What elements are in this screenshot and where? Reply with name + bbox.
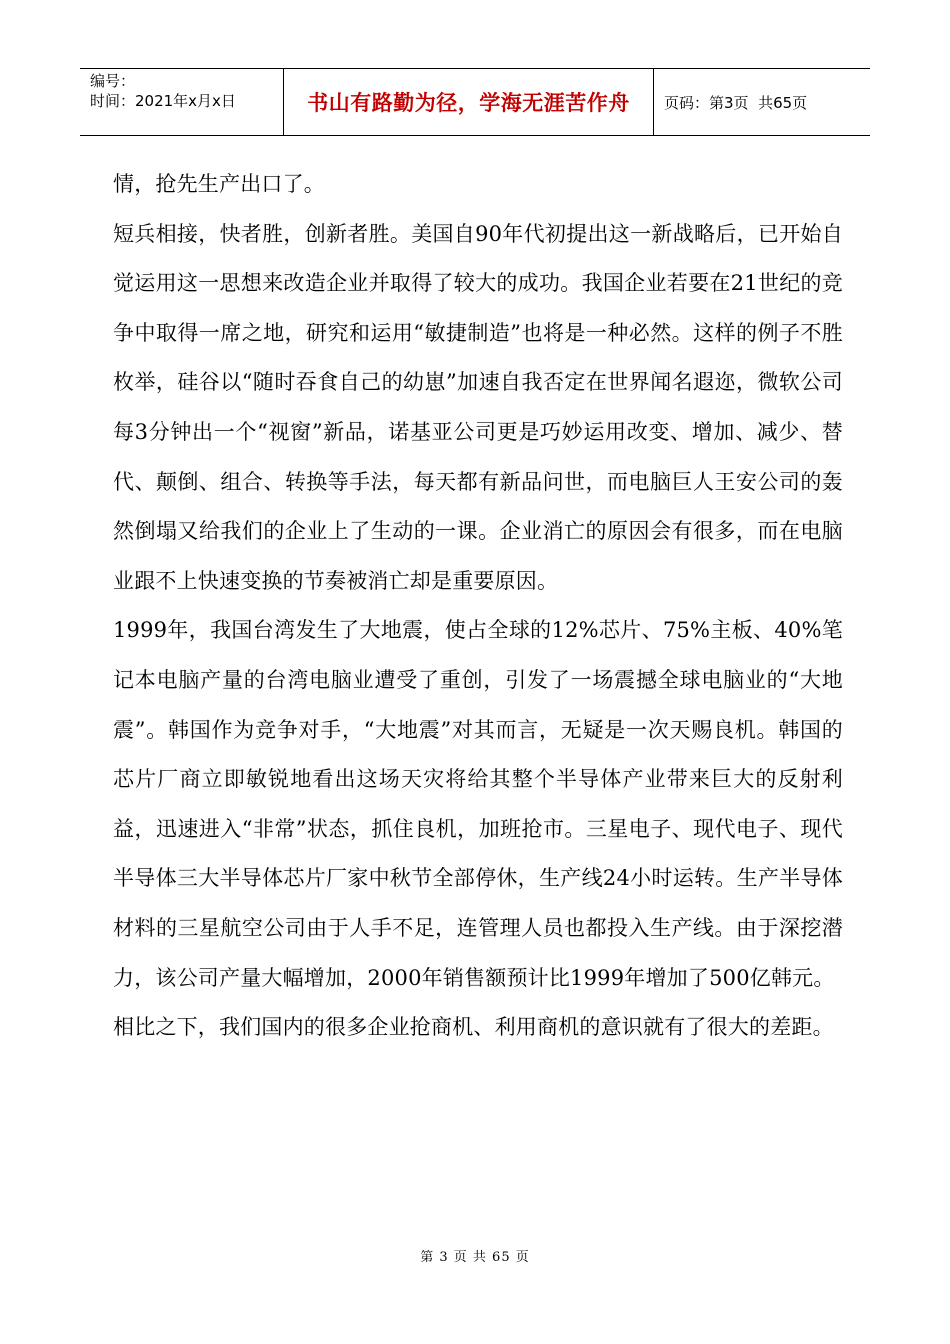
paragraph: 相比之下，我们国内的很多企业抢商机、利用商机的意识就有了很大的差距。 — [113, 1015, 834, 1040]
paragraph: 1999年，我国台湾发生了大地震，使占全球的12%芯片、75%主板、40%笔记本电脑产量的台湾电脑业遭受了重创，引发了一场震撼全球电脑业的“大地震”。韩国作为竞争对手，“大地震”对其而言，无疑是一次天赐良机。韩国的芯片厂商立即敏锐地看出这场天灾将给其整个半导体产业带来巨大的反射利益，迅速进入“非常”状态，抓住良机，加班抢市。三星电子、现代电子、现代半导体三大半导体芯片厂家中秋节全部停休，生产线24小时运转。生产半导体材料的三星航空公司由于人手不足，连管理人员也都投入生产线。由于深挖潜力，该公司产量大幅增加，2000年销售额预计比1999年增加了500亿韩元。 — [113, 618, 843, 990]
date-label: 时间：2021年x月x日 — [90, 92, 236, 110]
header-motto: 书山有路勤为径，学海无涯苦作舟 — [284, 69, 654, 135]
page-footer: 第 3 页 共 65 页 — [420, 1250, 530, 1265]
header-meta — [80, 69, 284, 135]
document-header — [80, 68, 870, 136]
paragraph: 情，抢先生产出口了。 — [113, 172, 325, 196]
paragraph: 短兵相接，快者胜，创新者胜。美国自90年代初提出这一新战略后，已开始自觉运用这一思想来改造企业并取得了较大的成功。我国企业若要在21世纪的竞争中取得一席之地，研究和运用“敏捷制造”也将是一种必然。这样的例子不胜枚举，硅谷以“随时吞食自己的幼崽”加速自我否定在世界闻名遐迩，微软公司每3分钟出一个“视窗”新品，诺基亚公司更是巧妙运用改变、增加、减少、替代、颠倒、组合、转换等手法，每天都有新品问世，而电脑巨人王安公司的轰然倒塌又给我们的企业上了生动的一课。企业消亡的原因会有很多，而在电脑业跟不上快速变换的节奏被消亡却是重要原因。 — [113, 221, 843, 593]
header-page-number: 页码：第3页 共65页 — [664, 93, 808, 112]
document-body — [113, 160, 843, 1053]
serial-number-label: 编号： — [90, 72, 136, 90]
